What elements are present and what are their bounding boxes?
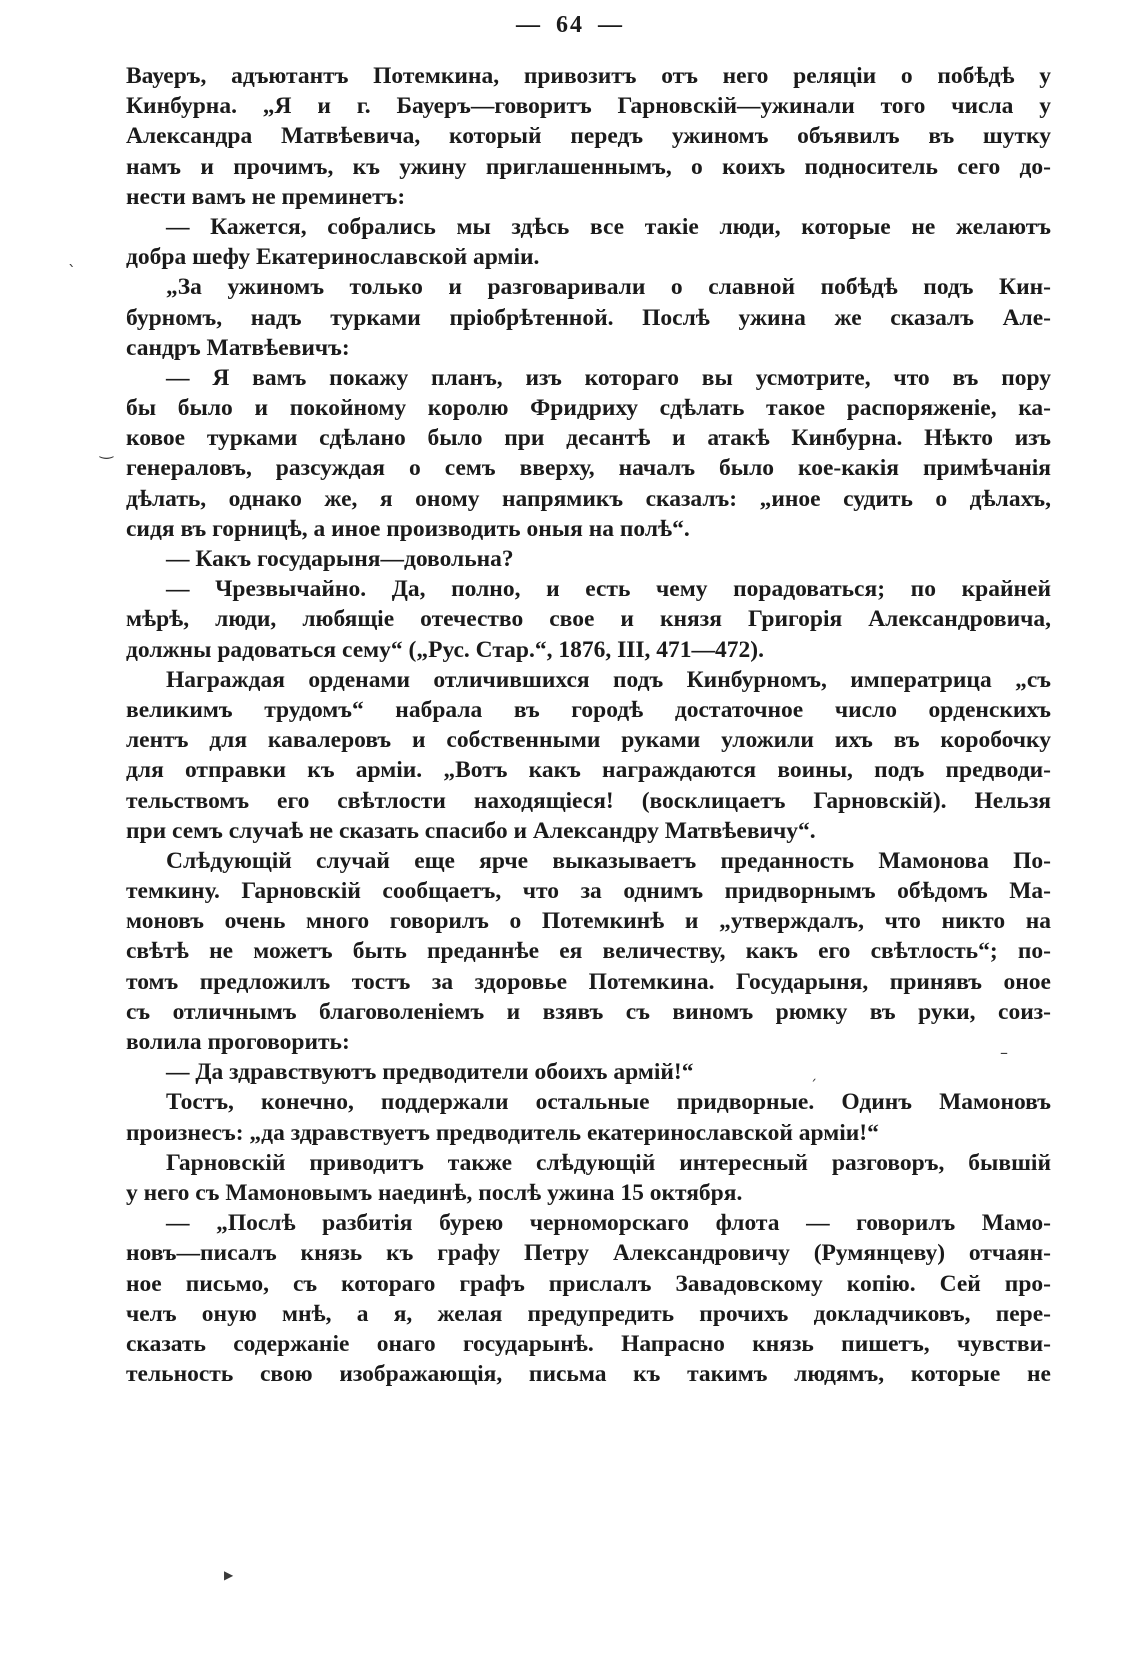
- text-line: великимъ трудомъ“ набрала въ городѣ достаточное число орденскихъ: [126, 696, 1051, 723]
- scan-speck-mark: ˏ: [810, 1066, 817, 1082]
- text-line: — „Послѣ разбитія бурею черноморскаго флота — говорилъ Мамо-: [166, 1210, 1051, 1237]
- text-line: темкину. Гарновскій сообщаетъ, что за однимъ придворнымъ обѣдомъ Ма-: [126, 878, 1051, 905]
- text-line: сидя въ горницѣ, а иное производить оныя на полѣ“.: [126, 515, 690, 542]
- text-line: сказать содержаніе онаго государынѣ. Напрасно князь пишетъ, чувстви-: [126, 1330, 1051, 1357]
- scan-speck-mark: ‿: [100, 440, 113, 459]
- scan-speck-mark: –: [1000, 1043, 1008, 1062]
- text-line: — Да здравствуютъ предводители обоихъ армій!“: [166, 1059, 694, 1086]
- page-number-dash-left: —: [516, 12, 542, 38]
- text-line: тельность свою изображающія, письма къ такимъ людямъ, которые не: [126, 1361, 1051, 1388]
- text-line: добра шефу Екатеринославской арміи.: [126, 244, 540, 271]
- text-line: тельствомъ его свѣтлости находящіеся! (восклицаетъ Гарновскій). Нельзя: [126, 787, 1051, 814]
- text-line: ковое турками сдѣлано было при десантѣ и атакѣ Кинбурна. Нѣкто изъ: [126, 425, 1051, 452]
- text-line: волила проговорить:: [126, 1029, 350, 1055]
- text-line: — Чрезвычайно. Да, полно, и есть чему порадоваться; по крайней: [166, 576, 1051, 603]
- text-line: Награждая орденами отличившихся подъ Кинбурномъ, императрица „съ: [166, 666, 1051, 693]
- text-line: челъ оную мнѣ, а я, желая предупредить прочихъ докладчиковъ, пере-: [126, 1300, 1051, 1327]
- text-line: лентъ для кавалеровъ и собственными руками уложили ихъ въ коробочку: [126, 727, 1051, 754]
- text-line: генераловъ, разсуждая о семъ вверху, началъ было кое-какія примѣчанія: [126, 455, 1051, 482]
- text-line: Гарновскій приводитъ также слѣдующій интересный разговоръ, бывшій: [166, 1149, 1051, 1176]
- text-line: томъ предложилъ тостъ за здоровье Потемкина. Государыня, принявъ оное: [126, 968, 1051, 995]
- page-body: [126, 61, 1051, 1389]
- text-line: моновъ очень много говорилъ о Потемкинѣ и „утверждалъ, что никто на: [126, 908, 1051, 935]
- text-line: нести вамъ не преминетъ:: [126, 183, 406, 210]
- text-line: Вауеръ, адъютантъ Потемкина, привозитъ отъ него реляціи о побѣдѣ у: [126, 63, 1051, 89]
- text-line: „За ужиномъ только и разговаривали о славной побѣдѣ подъ Кин-: [166, 274, 1051, 301]
- scan-speck-mark: ˎ: [68, 248, 76, 267]
- page-number-dash-right: —: [598, 12, 624, 38]
- text-line: — Какъ государыня—довольна?: [166, 546, 514, 572]
- text-line: бы было и покойному королю Фридриху сдѣлать такое распоряженіе, ка-: [126, 395, 1051, 422]
- text-line: — Я вамъ покажу планъ, изъ котораго вы усмотрите, что въ пору: [166, 364, 1051, 391]
- text-line: произнесъ: „да здравствуетъ предводитель екатеринославской арміи!“: [126, 1119, 879, 1146]
- text-line: у него съ Мамоновымъ наединѣ, послѣ ужина 15 октября.: [126, 1179, 743, 1206]
- text-line: новъ—писалъ князь къ графу Петру Александровичу (Румянцеву) отчаян-: [126, 1240, 1051, 1267]
- text-line: ное письмо, съ котораго графъ прислалъ Завадовскому копію. Сей про-: [126, 1270, 1051, 1297]
- text-line: намъ и прочимъ, къ ужину приглашеннымъ, о коихъ подноситель сего до-: [126, 153, 1051, 180]
- text-line: съ отличнымъ благоволеніемъ и взявъ съ виномъ рюмку въ руки, соиз-: [126, 998, 1051, 1025]
- text-line: мѣрѣ, люди, любящіе отечество свое и князя Григорія Александровича,: [126, 606, 1051, 633]
- text-line: Александра Матвѣевича, который передъ ужиномъ объявилъ въ шутку: [126, 123, 1051, 150]
- page-number-value: 64: [556, 12, 584, 38]
- text-line: Кинбурна. „Я и г. Бауеръ—говоритъ Гарновскій—ужинали того числа у: [126, 93, 1051, 120]
- text-line: — Кажется, собрались мы здѣсь все такіе люди, которые не желаютъ: [166, 213, 1051, 240]
- scan-speck-mark: ▶: [224, 1568, 234, 1582]
- page-number: [0, 12, 1140, 39]
- text-line: дѣлать, однако же, я оному напрямикъ сказалъ: „иное судить о дѣлахъ,: [126, 485, 1051, 512]
- text-line: при семъ случаѣ не сказать спасибо и Александру Матвѣевичу“.: [126, 817, 816, 844]
- text-line: для отправки къ арміи. „Вотъ какъ награждаются воины, подъ предводи-: [126, 757, 1051, 784]
- text-line: Слѣдующій случай еще ярче выказываетъ преданность Мамонова По-: [166, 847, 1051, 874]
- text-line: Тостъ, конечно, поддержали остальные придворные. Одинъ Мамоновъ: [166, 1089, 1051, 1116]
- text-line: свѣтѣ не можетъ быть преданнѣе ея величеству, какъ его свѣтлость“; по-: [126, 938, 1051, 965]
- text-line: должны радоваться сему“ („Рус. Стар.“, 1876, III, 471—472).: [126, 636, 764, 663]
- text-line: сандръ Матвѣевичъ:: [126, 334, 350, 361]
- text-line: бурномъ, надъ турками пріобрѣтенной. Послѣ ужина же сказалъ Але-: [126, 304, 1051, 331]
